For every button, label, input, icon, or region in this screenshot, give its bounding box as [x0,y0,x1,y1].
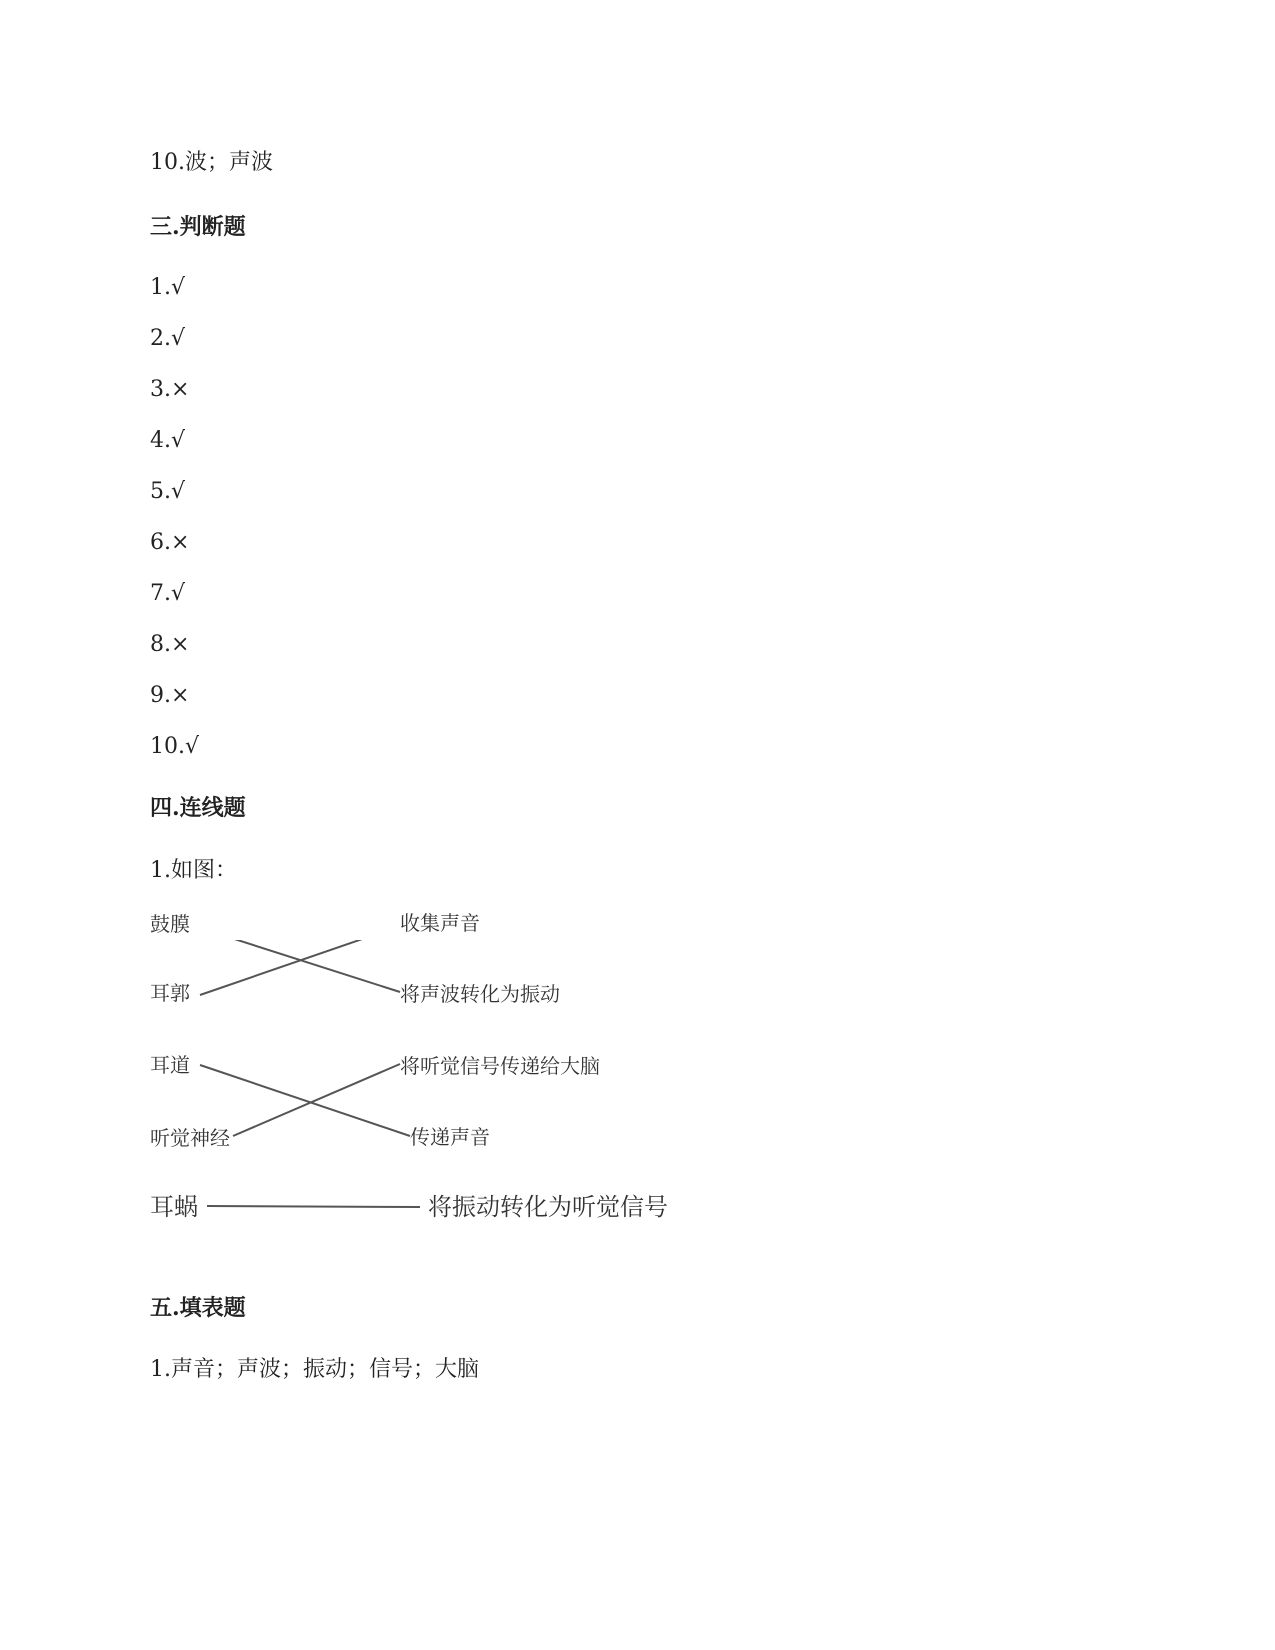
judgement-answer-2: 2.√ [150,326,186,351]
left-label-pinna: 耳郭 [150,981,190,1005]
right-label-vibration-to-signal: 将振动转化为听觉信号 [428,1193,668,1221]
match-line-ear-canal [200,1065,410,1136]
left-label-eardrum: 鼓膜 [150,912,190,936]
judgement-answer-3: 3.× [150,377,190,402]
section-heading-matching: 四.连线题 [150,795,246,821]
right-label-collect-sound: 收集声音 [400,911,480,935]
matching-item-1: 1.如图： [150,858,237,883]
left-label-ear-canal: 耳道 [150,1053,190,1077]
judgement-answer-8: 8.× [150,632,190,657]
judgement-answer-6: 6.× [150,530,190,555]
left-label-auditory-nerve: 听觉神经 [150,1126,230,1150]
answer-fill-10: 10.波；声波 [150,150,273,175]
right-label-signal-to-brain: 将听觉信号传递给大脑 [400,1054,600,1078]
judgement-answer-9: 9.× [150,683,190,708]
fill-table-answer-1: 1.声音；声波；振动；信号；大脑 [150,1357,479,1382]
judgement-answer-4: 4.√ [150,428,186,453]
match-line-pinna [200,940,400,995]
judgement-answer-5: 5.√ [150,479,186,504]
section-heading-judgement: 三.判断题 [150,214,246,240]
right-label-transmit-sound: 传递声音 [410,1125,490,1149]
judgement-answer-7: 7.√ [150,581,186,606]
left-label-cochlea: 耳蜗 [150,1193,198,1221]
section-heading-fill-table: 五.填表题 [150,1295,246,1321]
match-line-cochlea [207,1206,420,1207]
judgement-answer-10: 10.√ [150,734,200,759]
right-label-wave-to-vibration: 将声波转化为振动 [400,982,560,1006]
matching-diagram [150,911,710,1270]
judgement-answer-1: 1.√ [150,275,186,300]
